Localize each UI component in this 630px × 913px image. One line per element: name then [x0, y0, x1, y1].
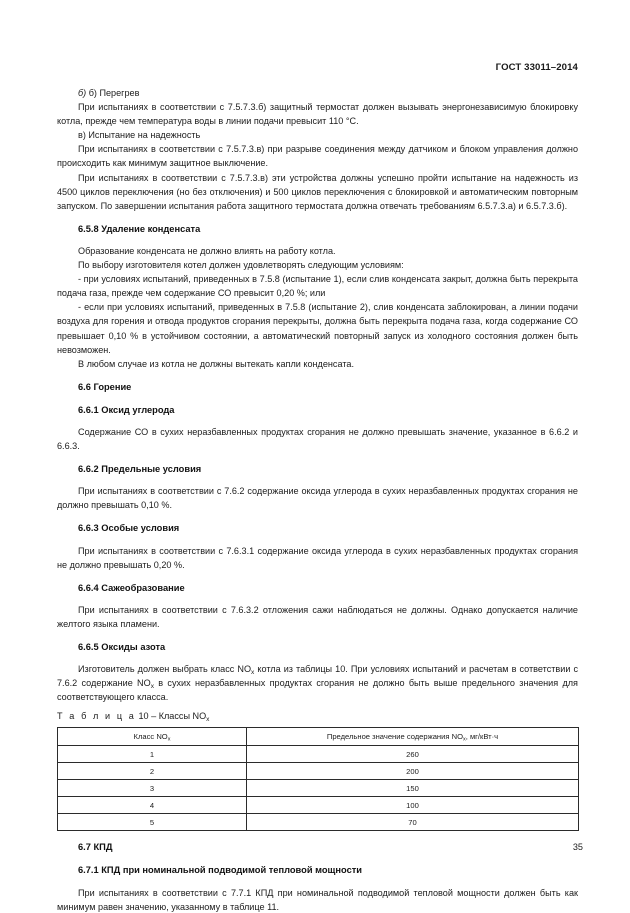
- heading-6-6-3: 6.6.3 Особые условия: [78, 523, 180, 534]
- paragraph-6-6-5-body: Изготовитель должен выбрать класс $NO_x$ котла из таблицы 10. При условиях испытаний и расчетам в сответствии с 7.6.2 содержание $NO_x$ в сухих неразбавленных продуктах сгорания не должно быть выше предельного значения для соответствующего класса.: [57, 664, 579, 703]
- spacer: [57, 631, 578, 640]
- paragraph-6-7-1: При испытаниях в соответствии с 7.7.1 КПД при номинальной подводимой тепловой мощности должен быть как минимум равен значению, указанному в таблице 11.: [57, 887, 578, 912]
- spacer: [57, 476, 578, 484]
- heading-6-6-4: 6.6.4 Сажеобразование: [78, 582, 185, 593]
- heading-6-6-1: 6.6.1 Оксид углерода: [78, 404, 175, 415]
- table-header-row: [58, 728, 579, 746]
- table-row: [58, 746, 579, 763]
- cell-class: 2: [58, 763, 247, 780]
- spacer: [57, 371, 578, 380]
- table-body: [58, 746, 579, 831]
- paragraph-6-6-1: Содержание СО в сухих неразбавленных продуктах сгорания не должно превышать значение, указанное в 6.6.2 и 6.6.3.: [57, 426, 578, 452]
- overheat-label-text: б) Перегрев: [88, 88, 140, 98]
- spacer: [57, 213, 578, 222]
- spacer: [57, 394, 578, 403]
- table-caption-rest: 10 – Классы NO: [138, 711, 207, 722]
- cell-limit: 200: [247, 763, 579, 780]
- column-header-class: [58, 728, 247, 746]
- cell-limit: 100: [247, 797, 579, 814]
- cell-class: 5: [58, 814, 247, 831]
- table-row: [58, 814, 579, 831]
- table-row: [58, 780, 579, 797]
- spacer: [57, 453, 578, 462]
- paragraph-6-5-8-condition-2: - если при условиях испытаний, приведенных в 7.5.8 (испытание 2), слив конденсата заблокирован, а линии подачи воздуха для горения и отвода продуктов сгорания перекрыты, должна быть перекрыта подача газа, когда содержание СО превышает 0,10 % в устойчивом состоянии, а автоматический повторный запуск из холодного состояния должен быть невозможен.: [57, 302, 578, 355]
- paragraph-6-6-3: При испытаниях в соответствии с 7.6.3.1 содержание оксида углерода в сухих неразбавленных продуктах сгорания не должно превышать 0,20 %.: [57, 545, 578, 570]
- heading-6-6-2: 6.6.2 Предельные условия: [78, 464, 202, 475]
- column-header-class-text: Класс NO: [133, 732, 168, 742]
- italic-marker-b: б): [78, 88, 87, 98]
- spacer: [57, 831, 578, 840]
- paragraph-reliability-label: в) Испытание на надежность: [78, 130, 201, 141]
- spacer: [57, 512, 578, 521]
- paragraph-overheat-label: [57, 86, 578, 100]
- paragraph-6-5-8-2: По выбору изготовителя котел должен удовлетворять следующим условиям:: [78, 260, 404, 271]
- subscript-x: x: [150, 683, 154, 691]
- paragraph-6-6-2: При испытаниях в соответствии с 7.6.2 содержание оксида углерода в сухих неразбавленных продуктах сгорания не должно превышать 0,10 %.: [57, 486, 578, 511]
- subscript-x: x: [206, 716, 210, 724]
- paragraph-reliability-1: При испытаниях в соответствии с 7.5.7.3.в) при разрыве соединения между датчиком и блоком управления должно происходить как минимум защитное выключение.: [57, 144, 578, 169]
- cell-class: 1: [58, 746, 247, 763]
- nox-classes-table: [57, 727, 579, 831]
- paragraph-reliability-2: При испытаниях в соответствии с 7.5.7.3.в) эти устройства должны успешно пройти испытание на надежность из 4500 циклов переключения (но без отключения) и 500 циклов переключения с блокировкой и автоматическим повторным запуском. По завершении испытания работа защитного термостата должна отвечать требованиям 6.5.7.3.а) и 6.5.7.3.б).: [57, 172, 578, 211]
- table-caption-prefix: Т а б л и ц а: [57, 711, 136, 722]
- column-header-limit-units: , мг/кВт·ч: [465, 732, 499, 742]
- spacer: [57, 536, 578, 544]
- column-header-limit-text: Предельное значение содержания NO: [326, 732, 463, 742]
- spacer: [57, 417, 578, 425]
- subscript-x: x: [167, 736, 171, 743]
- page-header-standard-number: ГОСТ 33011–2014: [495, 62, 578, 73]
- heading-6-6: 6.6 Горение: [78, 381, 132, 392]
- heading-6-6-5: 6.6.5 Оксиды азота: [78, 642, 166, 652]
- column-header-limit: [247, 728, 579, 746]
- paragraph-6-5-8-condition-1: - при условиях испытаний, приведенных в 7.5.8 (испытание 1), если слив конденсата закрыт, должна быть перекрыта подача газа, прежде чем содержание СО превысит 0,20 %; или: [57, 274, 578, 299]
- heading-6-7-1: 6.7.1 КПД при номинальной подводимой тепловой мощности: [78, 865, 363, 876]
- subscript-x: x: [251, 668, 255, 676]
- cell-limit: 70: [247, 814, 579, 831]
- page-number: 35: [572, 842, 583, 852]
- cell-class: 3: [58, 780, 247, 797]
- table-row: [58, 763, 579, 780]
- paragraph-6-5-8-1: Образование конденсата не должно влиять на работу котла.: [78, 245, 336, 256]
- subscript-x: x: [462, 736, 466, 743]
- spacer: [57, 236, 578, 244]
- table-caption: [57, 709, 578, 723]
- table-row: [58, 797, 579, 814]
- paragraph-6-6-4: При испытаниях в соответствии с 7.6.3.2 отложения сажи наблюдаться не должны. Однако допускается наличие желтого языка пламени.: [57, 604, 578, 629]
- cell-class: 4: [58, 797, 247, 814]
- cell-limit: 260: [247, 746, 579, 763]
- spacer: [57, 654, 578, 662]
- spacer: [57, 595, 578, 603]
- spacer: [57, 572, 578, 581]
- heading-6-7: 6.7 КПД: [78, 842, 113, 853]
- document-body: [57, 86, 578, 913]
- paragraph-6-5-8-3: В любом случае из котла не должны вытекать капли конденсата.: [78, 358, 354, 369]
- spacer: [57, 854, 578, 863]
- heading-6-5-8: 6.5.8 Удаление конденсата: [78, 223, 201, 234]
- cell-limit: 150: [247, 780, 579, 797]
- table-head: [58, 728, 579, 746]
- paragraph-overheat-body: При испытаниях в соответствии с 7.5.7.3.б) защитный термостат должен вызывать энергонезависимую блокировку котла, прежде чем температура воды в линии подачи превысит 110 °С.: [57, 102, 578, 127]
- spacer: [57, 878, 578, 886]
